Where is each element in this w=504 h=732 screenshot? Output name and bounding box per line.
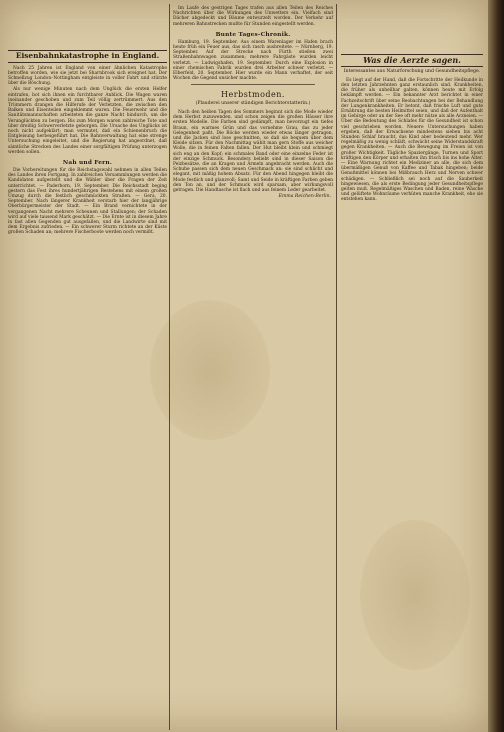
column-middle (171, 0, 335, 732)
author-signature: Emma Reichen-Berlin. (278, 194, 331, 200)
book-binding (488, 0, 504, 732)
feuilleton-subtitle: (Plauderei unserer ständigen Berichterstatterin.) (195, 101, 311, 107)
column-rule (169, 4, 170, 730)
feuilleton-body: Nach den heißen Tagen des Sommers beginnt sich die Mode wieder dem Herbst zuzuwenden, und schon zeigen die großen Häuser ihre ersten Modelle. Die Farben sind gedämpft, man bevorzugt ein tiefes Braun, ein warmes Grün und das vornehme Grau, das zu jeder Gelegenheit paßt. Die Röcke werden wieder etwas länger getragen, und die Jacken sind lose geschnitten, so daß sie bequem über dem Kleide sitzen. Für den Nachmittag wählt man gern Stoffe aus weicher Wolle, die in feinen Falten fallen. Der Hut bleibt klein und schmiegt sich eng an den Kopf; ein schmales Band oder eine einzelne Feder ist der einzige Schmuck. Besonders beliebt sind in dieser Saison die Pelzbesätze, die an Kragen und Ärmeln angebracht werden. Auch die Schuhe passen sich dem neuen Geschmack an: sie sind schlicht und elegant, mit mäßig hohem Absatz. Für den Abend hingegen bleibt die Mode festlich und glanzvoll; Samt und Seide in kräftigen Farben geben den Ton an, und der Schmuck wird sparsam, aber wirkungsvoll getragen. Die Handtasche ist flach und aus feinem Leder gearbeitet. (173, 109, 333, 193)
column-right (339, 0, 485, 732)
column-left (6, 0, 169, 732)
divider (191, 84, 315, 85)
article-continued: Im Laufe des gestrigen Tages trafen aus allen Teilen des Reiches Nachrichten über die Wirkungen des Unwetters ein. Vielfach sind Dächer abgedeckt und Bäume entwurzelt worden. Der Verkehr auf mehreren Bahnstrecken mußte für Stunden eingestellt werden. (173, 6, 333, 27)
column-rule (336, 4, 337, 730)
article-lead: Nach 25 Jahren ist England von einer ähnlichen Katastrophe betroffen worden, wie sie jetzt bei Sharnbrook sich ereignet hat. Der Schnellzug London–Nottingham entgleiste in voller Fahrt und stürzte über die Böschung. (8, 65, 167, 87)
article-body: Als nur wenige Minuten nach dem Unglück die ersten Helfer eintrafen, bot sich ihnen ein furchtbarer Anblick. Die Wagen waren ineinander geschoben und zum Teil völlig zertrümmert. Aus den Trümmern drangen die Hilferufe der Verletzten, die zwischen den Balken und Eisenteilen eingeklemmt waren. Die Feuerwehr und die Sanitätsmannschaften arbeiteten die ganze Nacht hindurch, um die Verunglückten zu bergen. Bis zum Morgen waren zahlreiche Tote und über dreißig Schwerverletzte geborgen. Die Ursache des Unglücks ist noch nicht aufgeklärt; man vermutet, daß ein Schienenbruch die Entgleisung herbeigeführt hat. Die Bahnverwaltung hat eine strenge Untersuchung eingeleitet, und die Regierung hat angeordnet, daß sämtliche Strecken des Landes einer sorgfältigen Prüfung unterzogen werden sollen. (8, 87, 167, 155)
article-body: Es liegt auf der Hand, daß die Fortschritte der Heilkunde in den letzten Jahrzehnten ganz erstaunlich sind. Krankheiten, die früher als unheilbar galten, können heute mit Erfolg bekämpft werden. — Ein bekannter Arzt berichtet in einer Fachzeitschrift über seine Beobachtungen bei der Behandlung der Lungenkrankheiten. Er betont, daß frische Luft und gute Ernährung die besten Heilmittel seien, und daß der Aufenthalt im Gebirge oder an der See oft mehr nütze als alle Arzneien. — Über die Bedeutung des Schlafes für die Gesundheit ist schon viel geschrieben worden. Neuere Untersuchungen haben ergeben, daß der Erwachsene mindestens sieben bis acht Stunden Schlaf braucht, das Kind aber bedeutend mehr. Wer regelmäßig zu wenig schläft, schwächt seine Widerstandskraft gegen Krankheiten. — Auch die Bewegung im Freien ist von großer Wichtigkeit. Tägliche Spaziergänge, Turnen und Sport kräftigen den Körper und erhalten ihn frisch bis ins hohe Alter. — Eine Warnung richtet ein Mediziner an alle, die sich dem übermäßigen Genuß von Kaffee und Tabak hingeben; beide Genußmittel können bei Mißbrauch Herz und Nerven schwer schädigen. — Schließlich sei noch auf die Sauberkeit hingewiesen, die als erste Bedingung jeder Gesundheitspflege gelten muß. Regelmäßiges Waschen und Baden, reine Wäsche und gelüftete Wohnräume verhüten manche Krankheit, ehe sie entstehen kann. (341, 77, 483, 203)
news-items: Die Vorbereitungen für die Reichstagswahl nehmen in allen Teilen des Landes ihren Fortgang. In zahlreichen Versammlungen werden die Kandidaten aufgestellt und die Wähler über die Fragen der Zeit unterrichtet. — Paderborn, 19. September. Die Reichsstadt beging gestern das Fest ihres hundertjährigen Bestehens mit einem großen Umzug durch die festlich geschmückten Straßen. — Gera, 20. September. Nach längerer Krankheit verstarb hier der langjährige Oberbürgermeister der Stadt. — Ein Brand vernichtete in der vergangenen Nacht mehrere Scheunen und Stallungen; der Schaden wird auf viele tausend Mark geschätzt. — Die Ernte ist in diesem Jahre in fast allen Gegenden gut ausgefallen, und die Landwirte sind mit dem Ergebnis zufrieden. — Ein schwerer Sturm richtete an der Küste großen Schaden an; mehrere Fischerboote werden noch vermißt. (8, 167, 167, 236)
article-subheadline: Interessantes aus Naturforschung und Gesundheitspflege. (343, 69, 481, 75)
section-title: Nah und Fern. (62, 159, 113, 166)
article-headline: Eisenbahnkatastrophe in England. (8, 50, 167, 63)
feuilleton-title: Herbstmoden. (221, 90, 285, 100)
article-headline: Was die Aerzte sagen. (341, 54, 483, 67)
chronik-items: Hamburg, 19. September. Aus einem Warenlager im Hafen brach heute früh ein Feuer aus, das sich rasch ausbreitete. — Nürnberg, 19. September. Auf der Strecke nach Fürth stießen zwei Straßenbahnwagen zusammen; mehrere Fahrgäste wurden leicht verletzt. — Ludwigshafen, 19. September. Durch eine Explosion in einer chemischen Fabrik wurden drei Arbeiter schwer verletzt. — Elberfeld, 20. September. Hier wurde ein Mann verhaftet, der seit Wochen die Gegend unsicher machte. (173, 39, 333, 82)
section-title: Bunte Tages-Chronik. (215, 31, 291, 38)
